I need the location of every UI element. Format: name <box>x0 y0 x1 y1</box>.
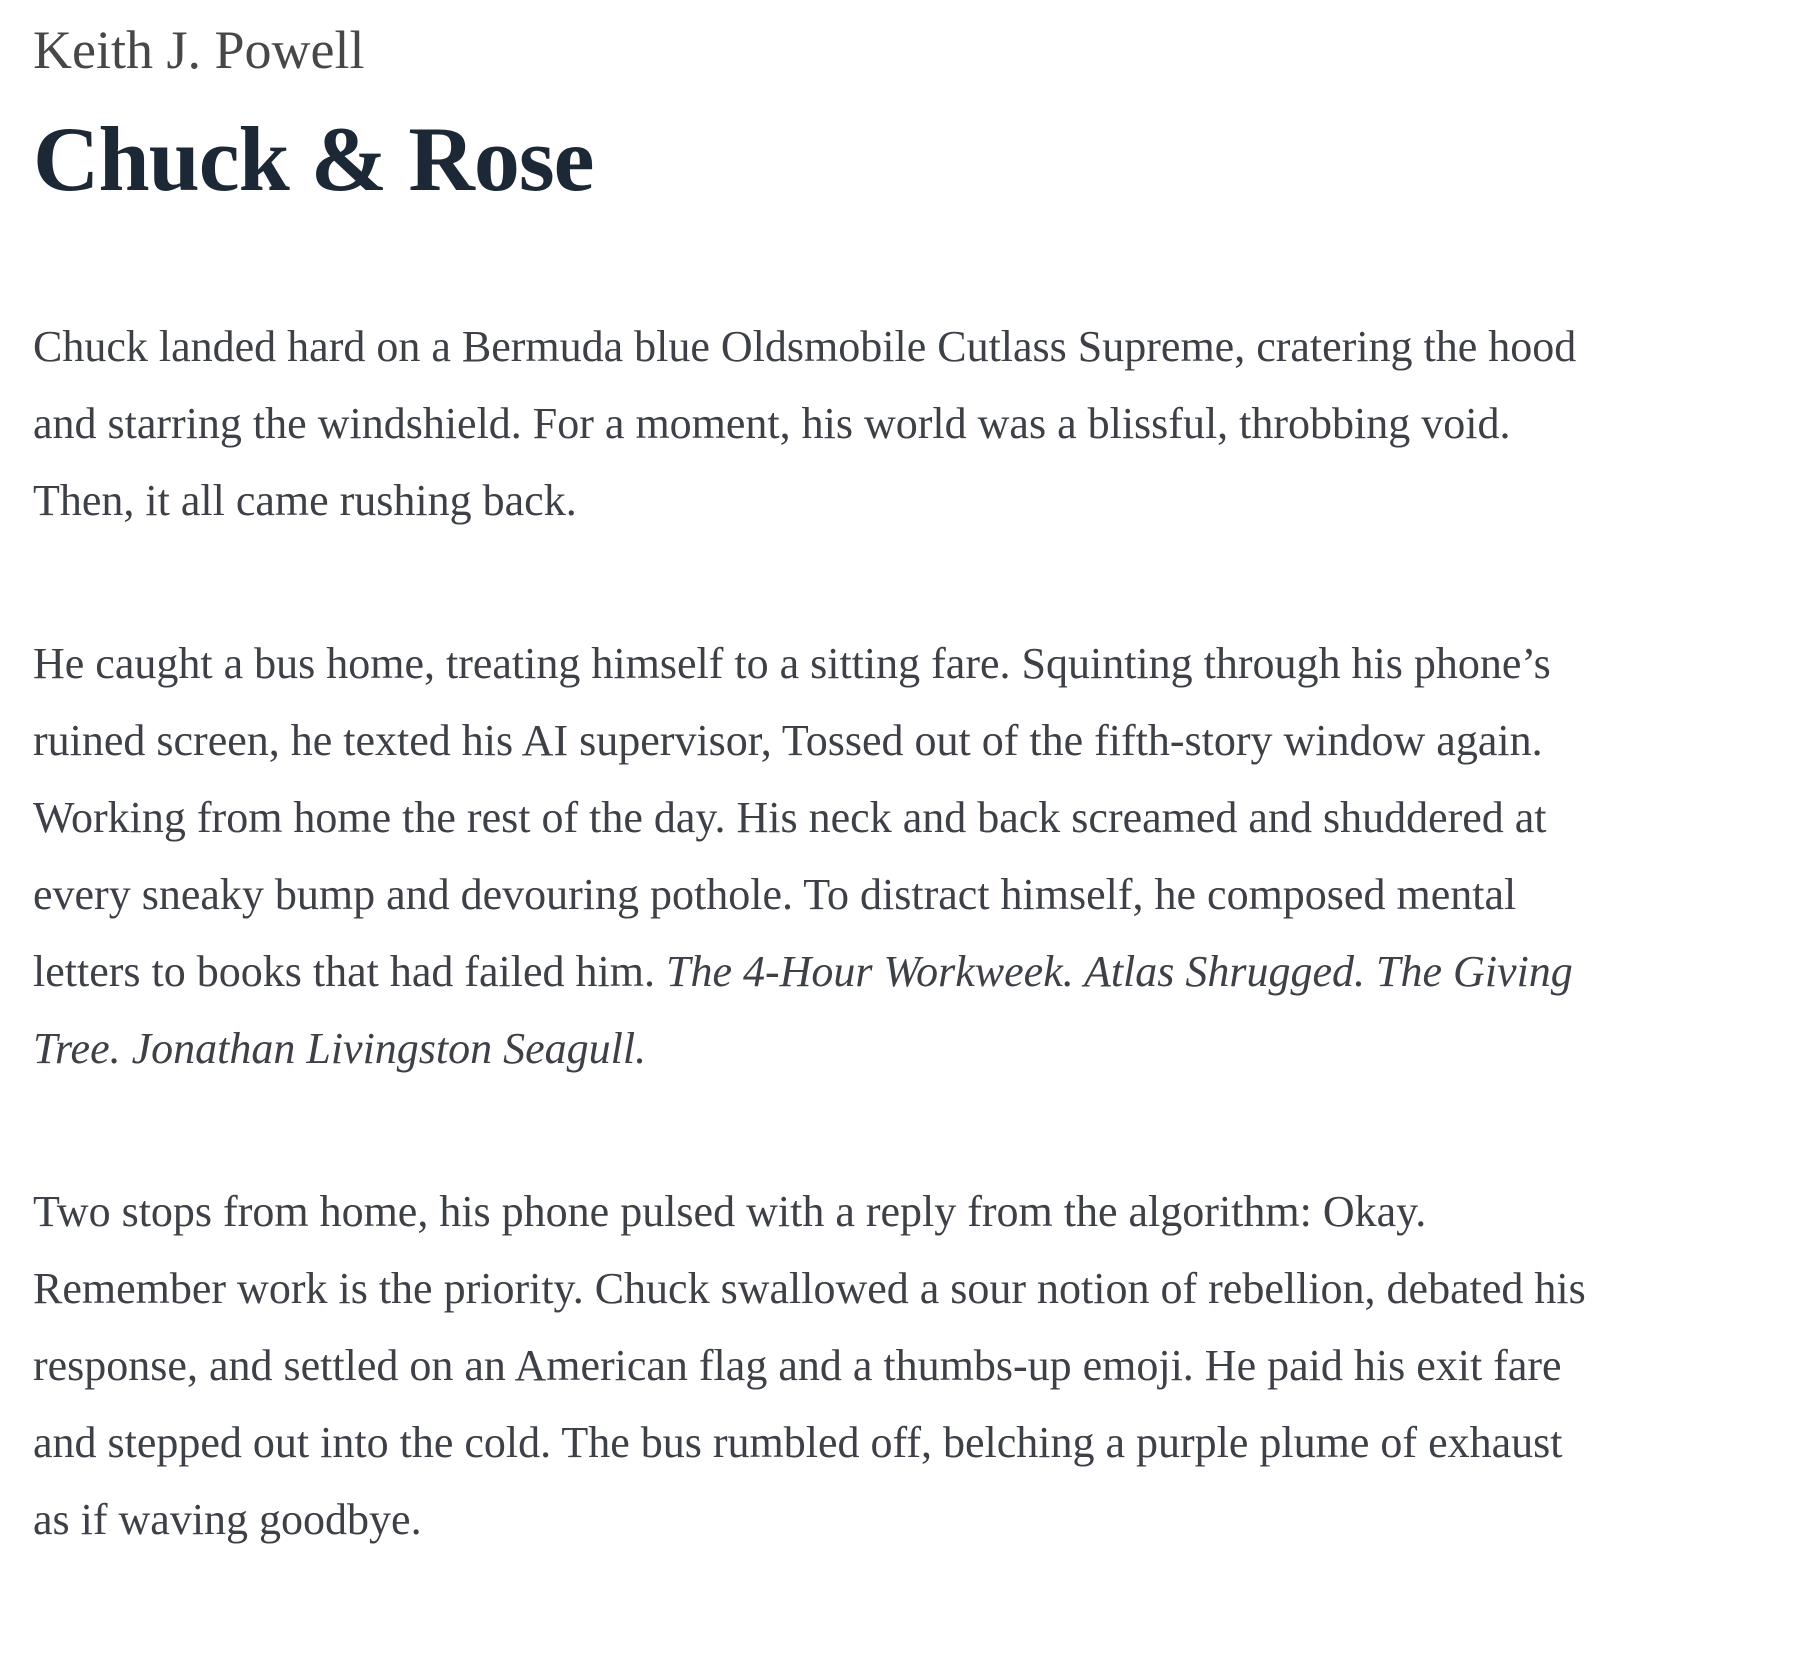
paragraph-text: Chuck landed hard on a Bermuda blue Oldsmobile Cutlass Supreme, cratering the hood and starring the windshield. For a moment, his world was a blissful, throbbing void. Then, it all came rushing back. <box>33 322 1577 525</box>
paragraph <box>33 625 1598 1087</box>
paragraph <box>33 308 1598 539</box>
paragraph <box>33 1173 1598 1558</box>
paragraph-text: He caught a bus home, treating himself to a sitting fare. Squinting through his phone’s ruined screen, he texted his AI supervisor, Tossed out of the fifth-story window again. Working from home the rest of the day. His neck and back screamed and shuddered at every sneaky bump and devouring pothole. To distract himself, he composed mental letters to books that had failed him. <box>33 639 1551 996</box>
page-title: Chuck & Rose <box>33 108 594 210</box>
author-byline: Keith J. Powell <box>33 20 365 80</box>
paragraph-text: Two stops from home, his phone pulsed with a reply from the algorithm: Okay. Remember work is the priority. Chuck swallowed a sour notion of rebellion, debated his response, and settled on an American flag and a thumbs-up emoji. He paid his exit fare and stepped out into the cold. The bus rumbled off, belching a purple plume of exhaust as if waving goodbye. <box>33 1187 1586 1544</box>
book-titles-italic: The 4-Hour Workweek. Atlas Shrugged. The Giving Tree. Jonathan Livingston Seagull. <box>33 947 1573 1073</box>
story-body <box>33 308 1768 1558</box>
